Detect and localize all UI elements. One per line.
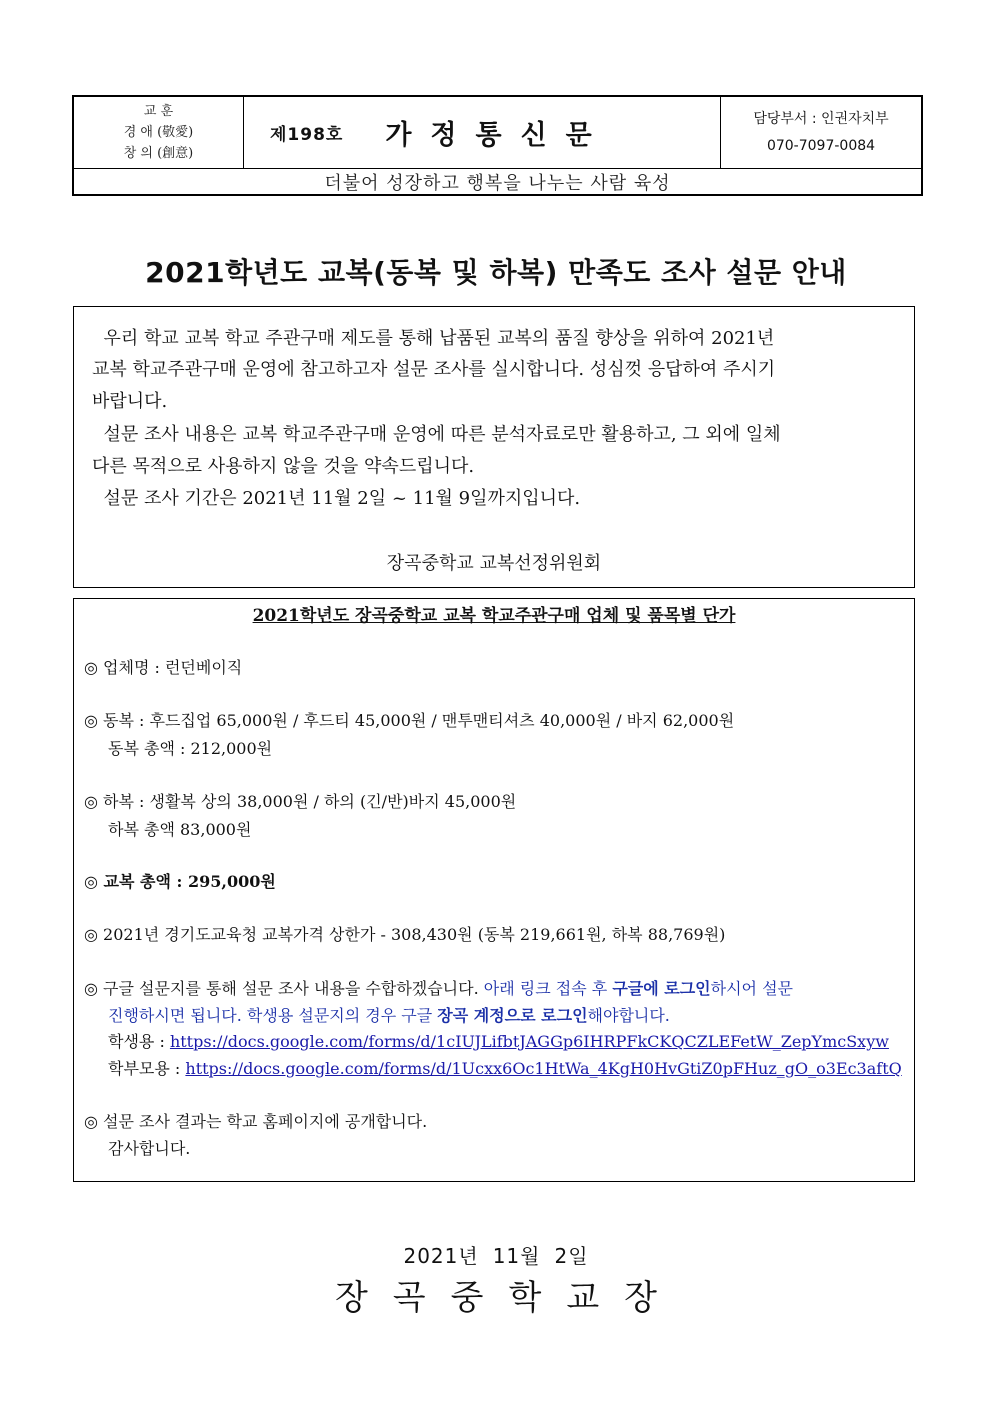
vendor-line: ◎ 업체명 : 런던베이직 [84, 658, 243, 677]
school-slogan: 더불어 성장하고 행복을 나누는 사람 육성 [324, 173, 671, 194]
parent-link-line [108, 1056, 902, 1079]
survey-account-login: 장곡 계정으로 로그인 [437, 1006, 588, 1025]
motto-cell [74, 97, 244, 168]
newsletter-header [72, 95, 923, 196]
intro-line: 교복 학교주관구매 운영에 참고하고자 설문 조사를 실시합니다. 성심껏 응답하여 주시기 [92, 359, 776, 380]
date-year: 2021년 [403, 1244, 479, 1268]
intro-line: 설문 조사 내용은 교복 학교주관구매 운영에 따른 분석자료로만 활용하고, 그 외에 일체 [92, 424, 781, 445]
header-top-row [74, 97, 921, 169]
student-link-label: 학생용 : [108, 1032, 170, 1051]
price-box [73, 598, 915, 1182]
department: 담당부서 : 인권자치부 [753, 110, 889, 127]
summer-total-line: 하복 총액 83,000원 [108, 820, 252, 839]
intro-line: 우리 학교 교복 학교 주관구매 제도를 통해 납품된 교복의 품질 향상을 위하여 2021년 [92, 328, 775, 349]
page-title: 2021학년도 교복(동복 및 하복) 만족도 조사 설문 안내 [145, 256, 847, 289]
issue-number: 제198호 [270, 125, 344, 145]
motto-label: 교 훈 [143, 104, 174, 119]
dept-cell [721, 97, 921, 168]
survey-text-blue: 진행하시면 됩니다. 학생용 설문지의 경우 구글 [108, 1006, 438, 1025]
summer-uniform-line: ◎ 하복 : 생활복 상의 38,000원 / 하의 (긴/반)바지 45,000원 [84, 792, 517, 811]
result-notice-line: ◎ 설문 조사 결과는 학교 홈페이지에 공개합니다. [84, 1112, 428, 1131]
survey-text-blue: 해야합니다. [587, 1006, 670, 1025]
survey-text-blue: 아래 링크 접속 후 [483, 979, 613, 998]
title-cell [244, 97, 721, 168]
intro-signature: 장곡중학교 교복선정위원회 [386, 553, 602, 574]
intro-line: 다른 목적으로 사용하지 않을 것을 약속드립니다. [92, 456, 475, 477]
paper-title: 가정통신문 [385, 120, 611, 151]
price-title-text: 2021학년도 장곡중학교 교복 학교주관구매 업체 및 품목별 단가 [252, 606, 736, 626]
thanks-line: 감사합니다. [108, 1139, 191, 1158]
principal-signature: 장곡중학교장 [334, 1278, 683, 1318]
student-link-line [108, 1029, 889, 1052]
motto-line1: 경 애 (敬愛) [123, 125, 194, 140]
motto-line2: 창 의 (創意) [123, 146, 194, 161]
parent-link-label: 학부모용 : [108, 1059, 186, 1078]
intro-box [73, 306, 915, 588]
price-title [74, 601, 914, 626]
issue-date [0, 1240, 992, 1269]
intro-line: 설문 조사 기간은 2021년 11월 2일 ~ 11월 9일까지입니다. [92, 488, 581, 509]
intro-line: 바랍니다. [92, 391, 168, 412]
survey-text: ◎ 구글 설문지를 통해 설문 조사 내용을 수합하겠습니다. [84, 979, 484, 998]
price-cap-line: ◎ 2021년 경기도교육청 교복가격 상한가 - 308,430원 (동복 219,661원, 하복 88,769원) [84, 925, 726, 944]
survey-text-blue: 하시어 설문 [710, 979, 794, 998]
date-month: 11월 [492, 1244, 541, 1268]
winter-uniform-line: ◎ 동복 : 후드집업 65,000원 / 후드티 45,000원 / 맨투맨티셔츠 40,000원 / 바지 62,000원 [84, 711, 735, 730]
parent-survey-link[interactable]: https://docs.google.com/forms/d/1Ucxx6Oc1HtWa_4KgH0HvGtiZ0pFHuz_gO_o3Ec3aftQ [185, 1059, 902, 1078]
phone-number: 070-7097-0084 [766, 137, 876, 154]
survey-google-login: 구글에 로그인 [612, 979, 711, 998]
winter-total-line: 동복 총액 : 212,000원 [108, 739, 273, 758]
date-day: 2일 [554, 1244, 589, 1268]
survey-line-2 [108, 1003, 670, 1026]
survey-line-1 [84, 976, 793, 999]
grand-total-line: ◎ 교복 총액 : 295,000원 [84, 872, 276, 891]
student-survey-link[interactable]: https://docs.google.com/forms/d/1cIUJLifbtJAGGp6IHRPFkCKQCZLEFetW_ZepYmcSxyw [169, 1032, 889, 1051]
